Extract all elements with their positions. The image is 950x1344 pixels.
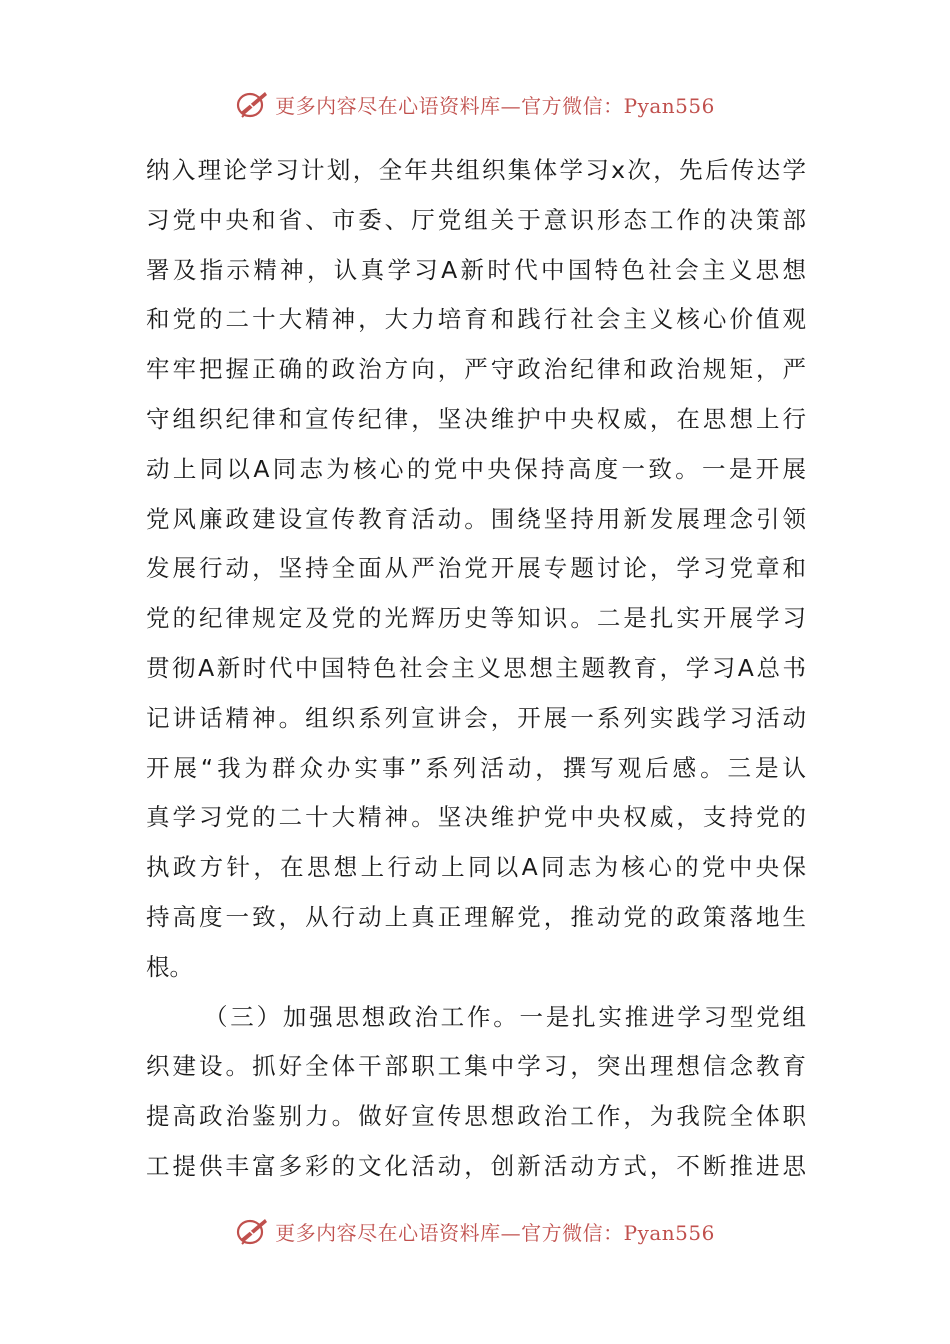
body-line: 动上同以A同志为核心的党中央保持高度一致。一是开展 bbox=[146, 454, 806, 483]
body-line: 发展行动，坚持全面从严治党开展专题讨论，学习党章和 bbox=[146, 554, 806, 583]
body-line: 执政方针，在思想上行动上同以A同志为核心的党中央保 bbox=[146, 853, 806, 882]
section-heading-line: （三）加强思想政治工作。一是扎实推进学习型党组 bbox=[204, 1002, 806, 1031]
quill-pen-seal-icon bbox=[235, 1213, 271, 1249]
body-line: 守组织纪律和宣传纪律，坚决维护中央权威，在思想上行 bbox=[146, 404, 806, 433]
document-body bbox=[146, 146, 806, 1192]
body-line: 牢牢把握正确的政治方向，严守政治纪律和政治规矩，严 bbox=[146, 355, 806, 384]
body-line: 贯彻A新时代中国特色社会主义思想主题教育，学习A总书 bbox=[146, 653, 806, 682]
body-line: 根。 bbox=[146, 952, 193, 981]
body-line: 开展“我为群众办实事”系列活动，撰写观后感。三是认 bbox=[146, 753, 806, 782]
quill-pen-seal-icon bbox=[235, 86, 271, 122]
body-line: 持高度一致，从行动上真正理解党，推动党的政策落地生 bbox=[146, 902, 806, 931]
footer-banner-text: 更多内容尽在心语资料库—官方微信：Pyan556 bbox=[275, 1220, 715, 1245]
body-line: 习党中央和省、市委、厅党组关于意识形态工作的决策部 bbox=[146, 205, 806, 234]
body-line: 纳入理论学习计划，全年共组织集体学习x次，先后传达学 bbox=[146, 156, 806, 184]
body-line: 织建设。抓好全体干部职工集中学习，突出理想信念教育 bbox=[146, 1052, 806, 1081]
header-banner bbox=[0, 84, 950, 124]
footer-banner bbox=[0, 1211, 950, 1251]
body-line: 提高政治鉴别力。做好宣传思想政治工作，为我院全体职 bbox=[146, 1102, 806, 1131]
body-line: 党风廉政建设宣传教育活动。围绕坚持用新发展理念引领 bbox=[146, 504, 806, 533]
body-line: 真学习党的二十大精神。坚决维护党中央权威，支持党的 bbox=[146, 803, 806, 832]
header-banner-text: 更多内容尽在心语资料库—官方微信：Pyan556 bbox=[275, 93, 715, 118]
body-line: 署及指示精神，认真学习A新时代中国特色社会主义思想 bbox=[146, 255, 806, 284]
body-line: 党的纪律规定及党的光辉历史等知识。二是扎实开展学习 bbox=[146, 604, 806, 633]
body-line: 工提供丰富多彩的文化活动，创新活动方式，不断推进思 bbox=[146, 1151, 806, 1180]
body-line: 记讲话精神。组织系列宣讲会，开展一系列实践学习活动 bbox=[146, 703, 806, 732]
body-line: 和党的二十大精神，大力培育和践行社会主义核心价值观 bbox=[146, 305, 806, 334]
